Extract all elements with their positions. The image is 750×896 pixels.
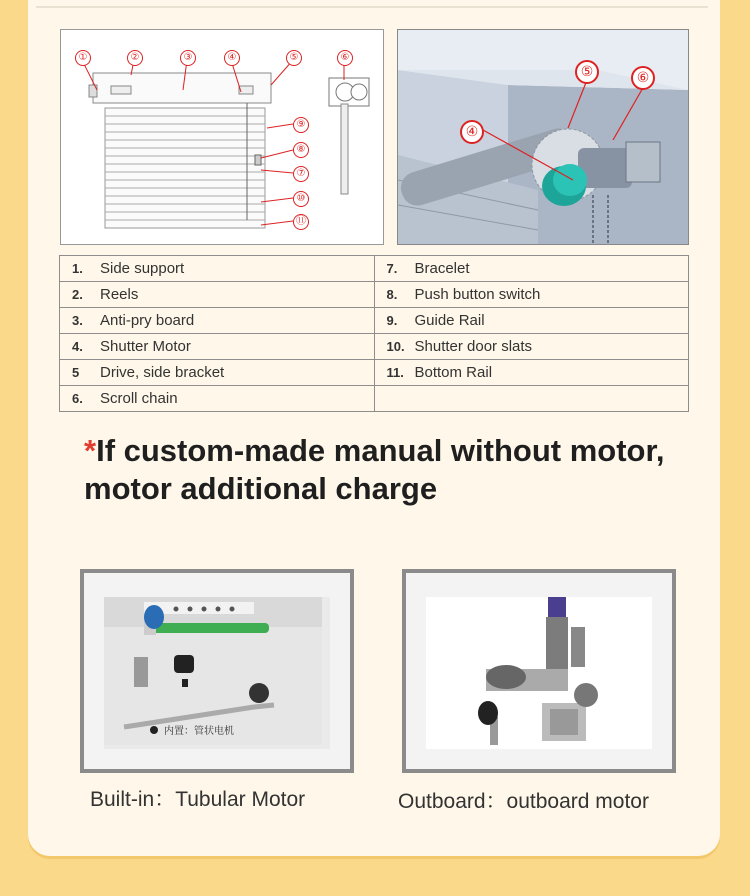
callout-4: ④ — [224, 50, 240, 66]
notice-line-1: If custom-made manual without motor, — [96, 433, 665, 468]
table-cell — [60, 282, 375, 308]
part-number: 1. — [72, 261, 83, 276]
callout-11: ⑪ — [293, 214, 309, 230]
part-label: Bottom Rail — [414, 364, 493, 381]
builtin-caption: Built-in：Tubular Motor — [90, 788, 306, 811]
table-cell — [374, 360, 689, 386]
photo-caption-text: 内置：管状电机 — [164, 726, 234, 737]
notice-line-2: motor additional charge — [84, 471, 438, 506]
part-label: Side support — [100, 260, 185, 277]
part-label: Guide Rail — [414, 312, 485, 329]
callout-5: ⑤ — [286, 50, 302, 66]
asterisk: * — [84, 433, 97, 468]
shutter-diagram — [60, 29, 384, 245]
photo-content — [426, 597, 652, 749]
callout-1: ① — [75, 50, 91, 66]
part-number: 7. — [386, 261, 398, 276]
motor-install-drawing — [398, 30, 688, 244]
callout-4: ④ — [460, 120, 484, 144]
part-number: 8. — [386, 287, 398, 302]
table-cell — [374, 386, 689, 412]
callout-5: ⑤ — [575, 60, 599, 84]
part-number: 10. — [386, 339, 405, 354]
part-label: Scroll chain — [100, 390, 178, 407]
part-number: 3. — [72, 313, 83, 328]
table-cell — [60, 256, 375, 282]
table-cell — [60, 334, 375, 360]
table-cell — [374, 308, 689, 334]
part-number: 2. — [72, 287, 83, 302]
callout-2: ② — [127, 50, 143, 66]
part-label: Bracelet — [414, 260, 470, 277]
outboard-motor-photo — [402, 569, 676, 773]
table-cell — [374, 256, 689, 282]
photo-content — [104, 597, 330, 749]
part-label: Shutter Motor — [100, 338, 191, 355]
part-label: Shutter door slats — [414, 338, 533, 355]
outboard-caption: Outboard：outboard motor — [398, 790, 649, 813]
part-label: Drive, side bracket — [100, 364, 225, 381]
callout-10: ⑩ — [293, 191, 309, 207]
shutter-drawing — [61, 30, 383, 244]
motor-install-diagram — [397, 29, 689, 245]
parts-table — [59, 255, 689, 412]
table-row — [60, 360, 689, 386]
callout-9: ⑨ — [293, 117, 309, 133]
table-cell — [374, 282, 689, 308]
custom-motor-notice — [84, 432, 684, 508]
table-cell — [60, 386, 375, 412]
part-number: 6. — [72, 391, 83, 406]
part-label: Push button switch — [414, 286, 541, 303]
callout-3: ③ — [180, 50, 196, 66]
callout-7: ⑦ — [293, 166, 309, 182]
table-cell — [60, 360, 375, 386]
table-cell — [374, 334, 689, 360]
table-row — [60, 308, 689, 334]
divider — [36, 6, 708, 8]
part-label: Anti-pry board — [100, 312, 195, 329]
builtin-motor-photo — [80, 569, 354, 773]
part-number: 11. — [386, 365, 404, 380]
tubular-motor-image — [104, 597, 322, 745]
table-row — [60, 334, 689, 360]
outboard-motor-image — [426, 597, 644, 745]
table-cell — [60, 308, 375, 334]
part-number: 9. — [386, 313, 398, 328]
table-row — [60, 256, 689, 282]
table-row — [60, 282, 689, 308]
part-number: 5 — [72, 365, 80, 380]
table-row — [60, 386, 689, 412]
callout-6: ⑥ — [337, 50, 353, 66]
callout-8: ⑧ — [293, 142, 309, 158]
callout-6: ⑥ — [631, 66, 655, 90]
part-number: 4. — [72, 339, 83, 354]
part-label: Reels — [100, 286, 139, 303]
